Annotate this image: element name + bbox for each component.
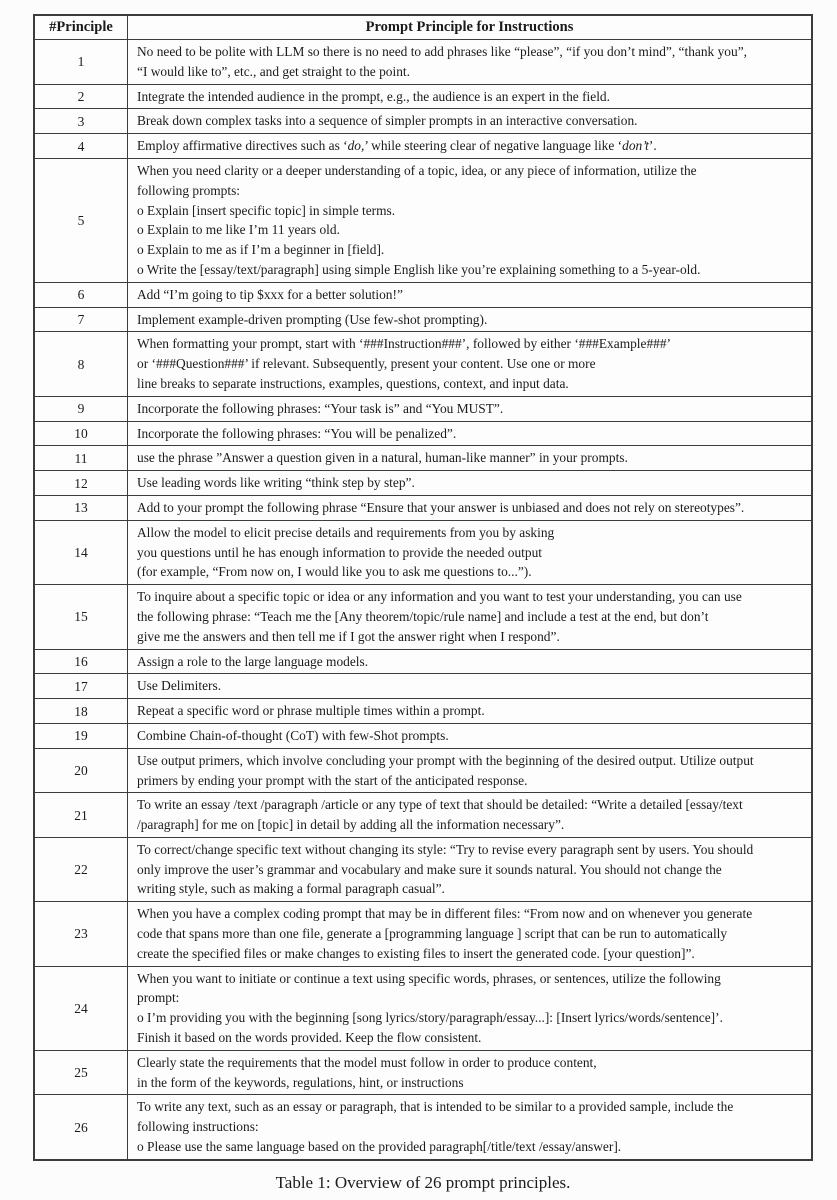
principle-line: code that spans more than one file, generate a [programming language ] script that can be run to automatically bbox=[137, 926, 728, 942]
table-row bbox=[34, 421, 812, 446]
principle-number: 9 bbox=[34, 396, 128, 421]
table-row bbox=[34, 495, 812, 520]
principle-line: /paragraph] for me on [topic] in detail by adding all the information necessary”. bbox=[137, 817, 565, 833]
principle-text bbox=[128, 158, 813, 282]
principle-number: 3 bbox=[34, 109, 128, 134]
principle-text bbox=[128, 902, 813, 966]
table-row bbox=[34, 966, 812, 1050]
principle-text bbox=[128, 332, 813, 396]
principle-line: Add to your prompt the following phrase “Ensure that your answer is unbiased and does not rely on stereotypes”. bbox=[137, 499, 745, 515]
principle-line: o I’m providing you with the beginning [song lyrics/story/paragraph/essay...]: [Insert lyrics/words/sentence]’. bbox=[137, 1010, 723, 1026]
principle-number: 22 bbox=[34, 837, 128, 901]
principle-text bbox=[128, 471, 813, 496]
principle-text bbox=[128, 1050, 813, 1095]
principle-number: 14 bbox=[34, 520, 128, 584]
principle-number: 21 bbox=[34, 793, 128, 838]
principle-line: When you want to initiate or continue a text using specific words, phrases, or sentences, utilize the following bbox=[137, 970, 721, 986]
principle-line: Finish it based on the words provided. Keep the flow consistent. bbox=[137, 1030, 482, 1046]
table-row bbox=[34, 649, 812, 674]
principle-text bbox=[128, 837, 813, 901]
table-row bbox=[34, 748, 812, 793]
principle-line: Use leading words like writing “think step by step”. bbox=[137, 475, 415, 491]
table-row bbox=[34, 332, 812, 396]
principles-tbody bbox=[34, 40, 812, 1160]
principle-text bbox=[128, 282, 813, 307]
principle-number: 2 bbox=[34, 84, 128, 109]
principle-number: 8 bbox=[34, 332, 128, 396]
principle-text bbox=[128, 793, 813, 838]
principle-text bbox=[128, 966, 813, 1050]
table-row bbox=[34, 446, 812, 471]
principle-line: o Explain [insert specific topic] in simple terms. bbox=[137, 202, 396, 218]
principle-text bbox=[128, 40, 813, 85]
table-row bbox=[34, 307, 812, 332]
table-row bbox=[34, 471, 812, 496]
principle-line: writing style, such as making a formal paragraph casual”. bbox=[137, 881, 445, 897]
principle-line: give me the answers and then tell me if I got the answer right when I respond”. bbox=[137, 628, 560, 644]
principle-text bbox=[128, 520, 813, 584]
paper-page bbox=[0, 14, 837, 1200]
principle-line: use the phrase ”Answer a question given in a natural, human-like manner” in your prompts. bbox=[137, 450, 628, 466]
principle-line: To correct/change specific text without changing its style: “Try to revise every paragraph sent by users. You should bbox=[137, 841, 754, 857]
table-header bbox=[34, 15, 812, 40]
principle-number: 1 bbox=[34, 40, 128, 85]
header-row bbox=[34, 15, 812, 40]
principle-line: (for example, “From now on, I would like you to ask me questions to...”). bbox=[137, 564, 532, 580]
principle-line: or ‘###Question###’ if relevant. Subsequently, present your content. Use one or more bbox=[137, 356, 596, 372]
principle-line: Implement example-driven prompting (Use few-shot prompting). bbox=[137, 311, 488, 327]
principle-text bbox=[128, 699, 813, 724]
principle-line: Clearly state the requirements that the model must follow in order to produce content, bbox=[137, 1054, 597, 1070]
principle-line: Add “I’m going to tip $xxx for a better solution!” bbox=[137, 286, 403, 302]
principle-line: When formatting your prompt, start with ‘###Instruction###’, followed by either ‘###Example###’ bbox=[137, 336, 672, 352]
principle-line: o Explain to me like I’m 11 years old. bbox=[137, 222, 340, 238]
principle-text bbox=[128, 307, 813, 332]
principle-text bbox=[128, 109, 813, 134]
table-row bbox=[34, 793, 812, 838]
principle-line: following prompts: bbox=[137, 182, 241, 198]
table-row bbox=[34, 837, 812, 901]
principle-line: following instructions: bbox=[137, 1119, 259, 1135]
principle-line: Incorporate the following phrases: “You will be penalized”. bbox=[137, 425, 457, 441]
principle-number: 4 bbox=[34, 134, 128, 159]
table-row bbox=[34, 699, 812, 724]
principle-text bbox=[128, 134, 813, 159]
principle-line: Repeat a specific word or phrase multiple times within a prompt. bbox=[137, 703, 485, 719]
table-row bbox=[34, 520, 812, 584]
principle-line: o Explain to me as if I’m a beginner in [field]. bbox=[137, 242, 385, 258]
principle-line: Use output primers, which involve concluding your prompt with the beginning of the desired output. Utilize output bbox=[137, 752, 754, 768]
principle-line: Integrate the intended audience in the prompt, e.g., the audience is an expert in the field. bbox=[137, 88, 610, 104]
principle-number-header: #Principle bbox=[34, 15, 128, 40]
principle-number: 12 bbox=[34, 471, 128, 496]
table-row bbox=[34, 40, 812, 85]
principle-line: Allow the model to elicit precise details and requirements from you by asking bbox=[137, 524, 555, 540]
principle-number: 26 bbox=[34, 1095, 128, 1160]
principle-number: 24 bbox=[34, 966, 128, 1050]
principle-line: the following phrase: “Teach me the [Any theorem/topic/rule name] and include a test at the end, but don’t bbox=[137, 608, 709, 624]
principle-line: Employ affirmative directives such as ‘do,’ while steering clear of negative language like ‘don’t’. bbox=[137, 138, 657, 154]
principle-line: Use Delimiters. bbox=[137, 678, 222, 694]
table-row bbox=[34, 902, 812, 966]
principle-line: only improve the user’s grammar and vocabulary and make sure it sounds natural. You should not change the bbox=[137, 861, 722, 877]
principle-line: primers by ending your prompt with the start of the anticipated response. bbox=[137, 772, 528, 788]
principle-number: 18 bbox=[34, 699, 128, 724]
principle-number: 17 bbox=[34, 674, 128, 699]
table-row bbox=[34, 109, 812, 134]
principle-text bbox=[128, 748, 813, 793]
table-row bbox=[34, 158, 812, 282]
principle-line: When you have a complex coding prompt that may be in different files: “From now and on whenever you generate bbox=[137, 906, 753, 922]
principle-number: 6 bbox=[34, 282, 128, 307]
prompt-principles-table bbox=[33, 14, 813, 1161]
principle-line: Break down complex tasks into a sequence of simpler prompts in an interactive conversation. bbox=[137, 113, 638, 129]
principle-line: in the form of the keywords, regulations, hint, or instructions bbox=[137, 1074, 464, 1090]
principle-number: 19 bbox=[34, 723, 128, 748]
table-row bbox=[34, 674, 812, 699]
table-row bbox=[34, 1050, 812, 1095]
principle-number: 5 bbox=[34, 158, 128, 282]
principle-text bbox=[128, 396, 813, 421]
principle-line: No need to be polite with LLM so there is no need to add phrases like “please”, “if you don’t mind”, “thank you”, bbox=[137, 44, 747, 59]
table-row bbox=[34, 396, 812, 421]
principle-line: line breaks to separate instructions, examples, questions, context, and input data. bbox=[137, 375, 569, 391]
principle-line: Assign a role to the large language models. bbox=[137, 653, 369, 669]
principle-line: prompt: bbox=[137, 990, 180, 1006]
principle-number: 10 bbox=[34, 421, 128, 446]
principle-text bbox=[128, 84, 813, 109]
table-row bbox=[34, 585, 812, 649]
principle-line: To write an essay /text /paragraph /article or any type of text that should be detailed: “Write a detailed [essay/text bbox=[137, 797, 743, 813]
principle-line: o Write the [essay/text/paragraph] using simple English like you’re explaining something to a 5-year-old. bbox=[137, 261, 701, 277]
principle-number: 23 bbox=[34, 902, 128, 966]
principle-text bbox=[128, 1095, 813, 1160]
principle-line: Incorporate the following phrases: “Your task is” and “You MUST”. bbox=[137, 400, 504, 416]
principle-number: 16 bbox=[34, 649, 128, 674]
principle-line: create the specified files or make changes to existing files to insert the generated code. [your question]”. bbox=[137, 945, 695, 961]
principle-line: To write any text, such as an essay or paragraph, that is intended to be similar to a provided sample, include the bbox=[137, 1099, 734, 1115]
principle-text bbox=[128, 421, 813, 446]
principle-text-header: Prompt Principle for Instructions bbox=[128, 15, 813, 40]
table-caption: Table 1: Overview of 26 prompt principles. bbox=[275, 1172, 571, 1192]
principle-text bbox=[128, 495, 813, 520]
principle-line: Combine Chain-of-thought (CoT) with few-Shot prompts. bbox=[137, 727, 449, 743]
principle-line: When you need clarity or a deeper understanding of a topic, idea, or any piece of information, utilize the bbox=[137, 162, 697, 178]
principle-text bbox=[128, 585, 813, 649]
principle-text bbox=[128, 723, 813, 748]
principle-line: “I would like to”, etc., and get straight to the point. bbox=[137, 63, 410, 79]
principle-number: 20 bbox=[34, 748, 128, 793]
table-row bbox=[34, 134, 812, 159]
table-row bbox=[34, 84, 812, 109]
principle-number: 7 bbox=[34, 307, 128, 332]
principle-number: 11 bbox=[34, 446, 128, 471]
principle-text bbox=[128, 674, 813, 699]
table-row bbox=[34, 1095, 812, 1160]
principle-line: o Please use the same language based on the provided paragraph[/title/text /essay/answer]. bbox=[137, 1139, 622, 1155]
principle-number: 13 bbox=[34, 495, 128, 520]
principle-number: 15 bbox=[34, 585, 128, 649]
principle-text bbox=[128, 649, 813, 674]
principle-line: you questions until he has enough information to provide the needed output bbox=[137, 544, 542, 560]
principle-number: 25 bbox=[34, 1050, 128, 1095]
principle-text bbox=[128, 446, 813, 471]
table-row bbox=[34, 723, 812, 748]
table-row bbox=[34, 282, 812, 307]
principle-line: To inquire about a specific topic or idea or any information and you want to test your understanding, you can use bbox=[137, 589, 742, 605]
